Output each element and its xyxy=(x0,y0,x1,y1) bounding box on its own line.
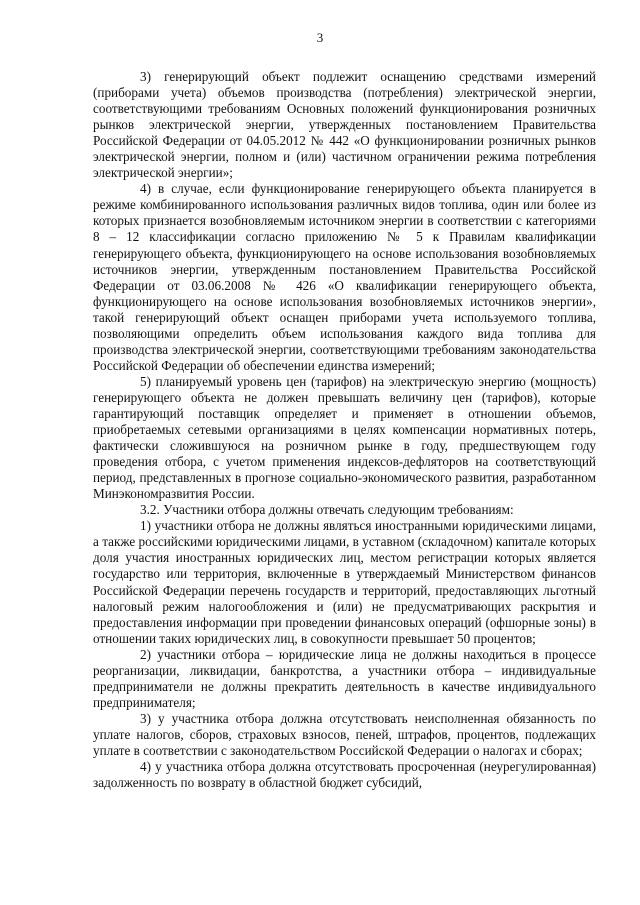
paragraph-item-3: 3) генерирующий объект подлежит оснащению средствами измерений (приборами учета) объемов производства (потребления) электрической энергии, соответствующими требованиям Основных положений функционирования розничных рынков электрической энергии, утвержденных постановлением Правительства Российской Федерации от 04.05.2012 № 442 «О функционировании розничных рынков электрической энергии, полном и (или) частичном ограничении режима потребления электрической энергии»; xyxy=(93,69,596,181)
requirement-item-3: 3) у участника отбора должна отсутствовать неисполненная обязанность по уплате налогов, сборов, страховых взносов, пеней, штрафов, процентов, подлежащих уплате в соответствии с законодательством Российской Федерации о налогах и сборах; xyxy=(93,710,596,758)
requirement-item-1: 1) участники отбора не должны являться иностранными юридическими лицами, а также российскими юридическими лицами, в уставном (складочном) капитале которых доля участия иностранных юридических лиц, местом регистрации которых является государство или территория, включенные в утверждаемый Министерством финансов Российской Федерации перечень государств и территорий, предоставляющих льготный налоговый режим налогообложения и (или) не предусматривающих раскрытия и предоставления информации при проведении финансовых операций (офшорные зоны) в отношении таких юридических лиц, в совокупности превышает 50 процентов; xyxy=(93,518,596,646)
section-heading-3-2: 3.2. Участники отбора должны отвечать следующим требованиям: xyxy=(140,502,514,518)
paragraph-item-4: 4) в случае, если функционирование генерирующего объекта планируется в режиме комбинированного использования различных видов топлива, один или более из которых признается возобновляемым источником энергии в соответствии с категориями 8 – 12 классификации согласно приложению № 5 к Правилам квалификации генерирующего объекта, функционирующего на основе использования возобновляемых источников энергии, утвержденным постановлением Правительства Российской Федерации от 03.06.2008 № 426 «О квалификации генерирующего объекта, функционирующего на основе использования возобновляемых источников энергии», такой генерирующий объект оснащен приборами учета используемого топлива, позволяющими определить объем использования каждого вида топлива для производства электрической энергии, соответствующими требованиям законодательства Российской Федерации об обеспечении единства измерений; xyxy=(93,181,596,373)
requirement-item-2: 2) участники отбора – юридические лица не должны находиться в процессе реорганизации, ликвидации, банкротства, а участники отбора – индивидуальные предприниматели не должны прекратить деятельность в качестве индивидуального предпринимателя; xyxy=(93,646,596,710)
page-number: 3 xyxy=(316,30,324,45)
requirement-item-4: 4) у участника отбора должна отсутствовать просроченная (неурегулированная) задолженность по возврату в областной бюджет субсидий, xyxy=(93,759,596,791)
document-body xyxy=(93,69,596,791)
paragraph-item-5: 5) планируемый уровень цен (тарифов) на электрическую энергию (мощность) генерирующего объекта не должен превышать величину цен (тарифов), которые гарантирующий поставщик определяет и применяет в отношении объемов, приобретаемых сетевыми организациями в целях компенсации нормативных потерь, фактически сложившуюся на розничном рынке в году, предшествующем году проведения отбора, с учетом применения индексов-дефляторов на соответствующий период, представленных в прогнозе социально-экономического развития, разработанном Минэкономразвития России. xyxy=(93,373,596,502)
